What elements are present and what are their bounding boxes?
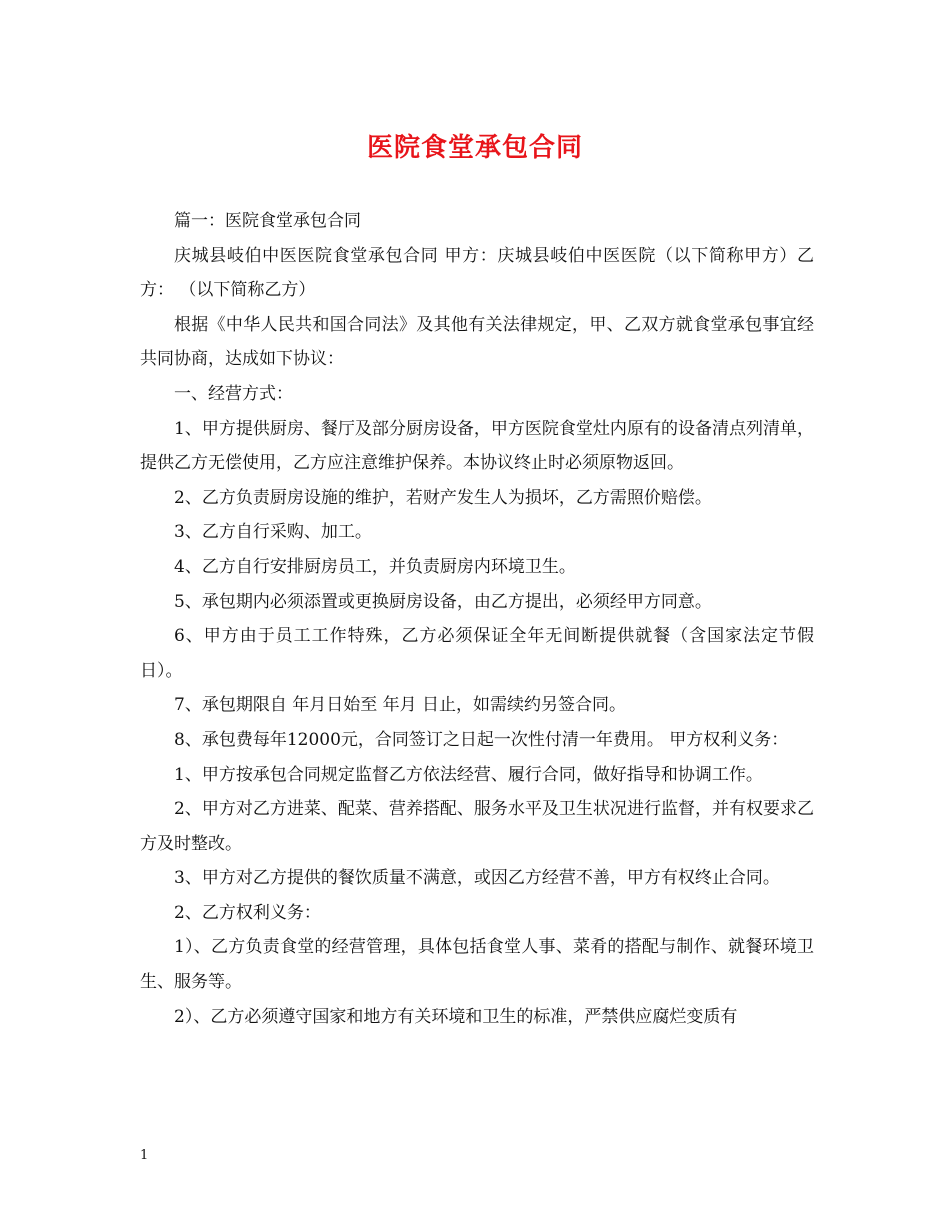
paragraph: 5、承包期内必须添置或更换厨房设备，由乙方提出，必须经甲方同意。 [174, 591, 712, 612]
paragraph: 2、乙方负责厨房设施的维护，若财产发生人为损坏，乙方需照价赔偿。 [174, 487, 712, 508]
paragraph: 6、甲方由于员工工作特殊，乙方必须保证全年无间断提供就餐（含国家法定节假日）。 [140, 626, 814, 681]
paragraph: 一、经营方式： [174, 383, 293, 404]
paragraph: 篇一：医院食堂承包合同 [174, 211, 361, 231]
paragraph: 1）、乙方负责食堂的经营管理，具体包括食堂人事、菜肴的搭配与制作、就餐环境卫生、服务等。 [140, 937, 814, 993]
paragraph: 4、乙方自行安排厨房员工，并负责厨房内环境卫生。 [174, 556, 576, 577]
paragraph: 3、乙方自行采购、加工。 [174, 522, 372, 543]
paragraph: 3、甲方对乙方提供的餐饮质量不满意，或因乙方经营不善，甲方有权终止合同。 [174, 868, 780, 889]
paragraph: 2）、乙方必须遵守国家和地方有关环境和卫生的标准，严禁供应腐烂变质有 [174, 1006, 738, 1027]
paragraph: 2、甲方对乙方进菜、配菜、营养搭配、服务水平及卫生状况进行监督，并有权要求乙方及时整改。 [140, 799, 814, 854]
paragraph: 1、甲方提供厨房、餐厅及部分厨房设备，甲方医院食堂灶内原有的设备清点列清单，提供乙方无偿使用，乙方应注意维护保养。本协议终止时必须原物返回。 [140, 418, 814, 474]
paragraph: 7、承包期限自 年月日始至 年月 日止，如需续约另签合同。 [174, 695, 627, 716]
document-body [140, 204, 814, 1034]
paragraph: 1、甲方按承包合同规定监督乙方依法经营、履行合同，做好指导和协调工作。 [174, 764, 763, 785]
paragraph: 庆城县岐伯中医医院食堂承包合同 甲方：庆城县岐伯中医医院（以下简称甲方）乙方： （以下简称乙方） [140, 245, 814, 301]
paragraph: 8、承包费每年12000元，合同签订之日起一次性付清一年费用。 甲方权利义务： [174, 729, 789, 750]
document-title: 医院食堂承包合同 [366, 133, 583, 163]
paragraph: 根据《中华人民共和国合同法》及其他有关法律规定，甲、乙双方就食堂承包事宜经共同协商，达成如下协议： [140, 314, 814, 370]
page-number: 1 [140, 1148, 149, 1163]
paragraph: 2、乙方权利义务： [174, 902, 321, 923]
